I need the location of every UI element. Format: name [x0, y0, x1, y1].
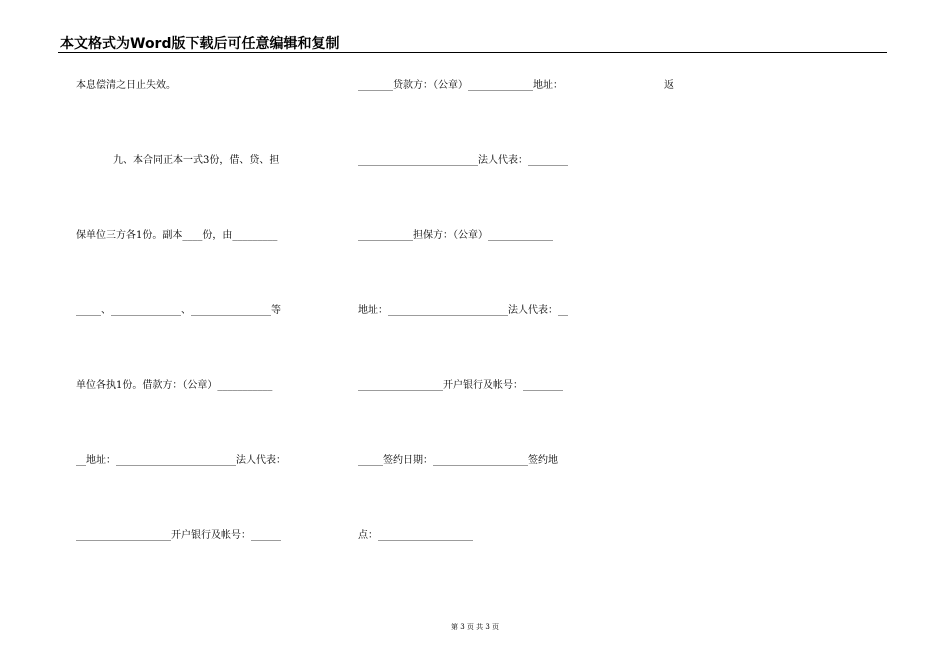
right-line-2: ________________________法人代表：________: [358, 155, 568, 166]
left-line-1: 本息偿清之日止失效。: [76, 80, 176, 91]
right-line-7: 点：___________________: [358, 530, 473, 541]
stray-text: 返: [664, 80, 674, 91]
right-line-6: _____签约日期：___________________签约地: [358, 455, 558, 466]
left-line-2: 九、本合同正本一式3份，借、贷、担: [113, 155, 280, 166]
left-line-6: __地址：________________________法人代表：: [76, 455, 286, 466]
left-line-5: 单位各执1份。借款方：（公章）___________: [76, 380, 273, 391]
left-line-7: ___________________开户银行及帐号：______: [76, 530, 281, 541]
left-line-3: 保单位三方各1份。副本____份，由_________: [76, 230, 278, 241]
right-line-4: 地址：________________________法人代表：__: [358, 305, 568, 316]
header-divider: [58, 52, 887, 53]
page-header-title: 本文格式为Word版下载后可任意编辑和复制: [60, 36, 340, 52]
right-line-5: _________________开户银行及帐号：________: [358, 380, 563, 391]
right-line-3: ___________担保方：（公章）_____________: [358, 230, 553, 241]
page-footer: 第 3 页 共 3 页: [450, 623, 500, 631]
left-line-4: _____、______________、________________等: [76, 305, 281, 316]
right-line-1: _______贷款方：（公章）_____________地址：: [358, 80, 563, 91]
